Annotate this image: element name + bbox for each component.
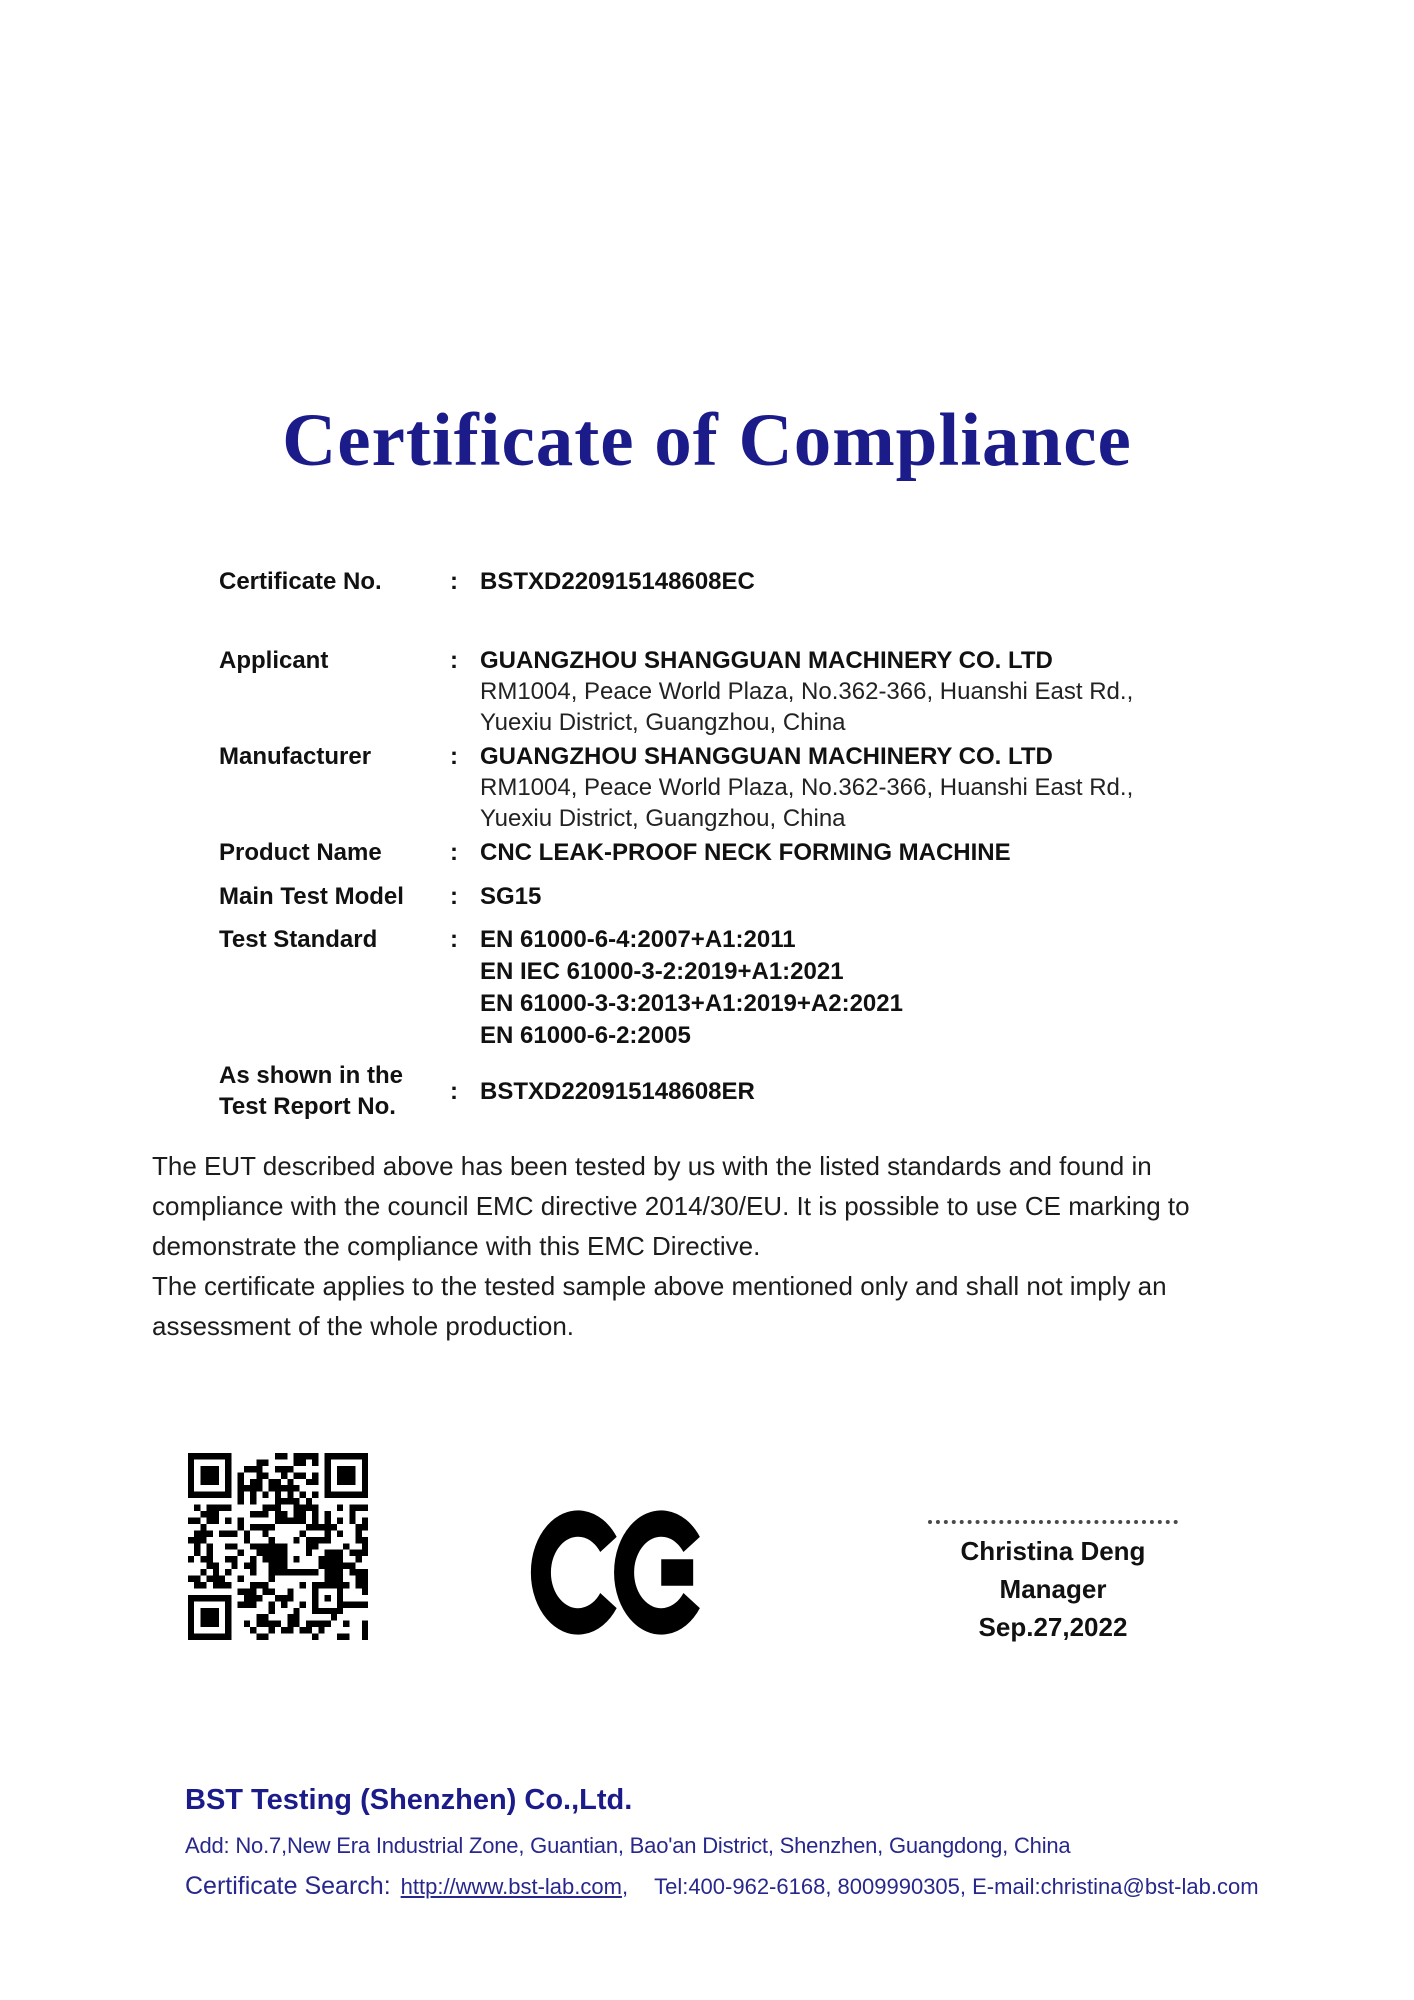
certificate-search-label: Certificate Search: xyxy=(185,1872,391,1900)
applicant-label: Applicant xyxy=(219,647,329,674)
main-test-model-row xyxy=(219,881,1239,912)
colon-separator: : xyxy=(450,743,458,770)
applicant-address-line1: RM1004, Peace World Plaza, No.362-366, Huanshi East Rd., xyxy=(480,678,1134,705)
signature-date: Sep.27,2022 xyxy=(978,1612,1128,1642)
test-report-label-line2: Test Report No. xyxy=(219,1093,396,1120)
qr-code xyxy=(188,1453,368,1640)
manufacturer-address-line1: RM1004, Peace World Plaza, No.362-366, Huanshi East Rd., xyxy=(480,774,1134,801)
test-report-value: BSTXD220915148608ER xyxy=(480,1077,755,1105)
qr-code-svg xyxy=(188,1453,368,1640)
colon-separator: : xyxy=(450,926,458,953)
certificate-no-label: Certificate No. xyxy=(219,568,382,595)
test-standard-item: EN IEC 61000-3-2:2019+A1:2021 xyxy=(480,958,844,985)
issuer-address: Add: No.7,New Era Industrial Zone, Guantian, Bao'an District, Shenzhen, Guangdong, China xyxy=(185,1833,1071,1858)
product-name-label: Product Name xyxy=(219,839,382,866)
colon-separator: : xyxy=(450,568,458,595)
test-standard-label: Test Standard xyxy=(219,926,378,953)
manufacturer-name: GUANGZHOU SHANGGUAN MACHINERY CO. LTD xyxy=(480,743,1053,770)
applicant-name: GUANGZHOU SHANGGUAN MACHINERY CO. LTD xyxy=(480,647,1053,674)
signatory-role: Manager xyxy=(999,1574,1107,1604)
certificate-no-row xyxy=(219,566,1239,597)
certificate-no-value: BSTXD220915148608EC xyxy=(480,568,755,595)
issuer-company-name: BST Testing (Shenzhen) Co.,Ltd. xyxy=(185,1784,633,1816)
test-standard-row xyxy=(219,924,1239,1052)
test-standard-item: EN 61000-6-2:2005 xyxy=(480,1022,691,1049)
manufacturer-value xyxy=(480,741,1239,834)
main-test-model-label: Main Test Model xyxy=(219,883,404,910)
manufacturer-label: Manufacturer xyxy=(219,743,372,770)
product-name-row xyxy=(219,837,1239,868)
applicant-row xyxy=(219,645,1239,738)
product-name-value: CNC LEAK-PROOF NECK FORMING MACHINE xyxy=(480,839,1011,866)
test-standard-list xyxy=(480,924,1239,1052)
test-standard-item: EN 61000-3-3:2013+A1:2019+A2:2021 xyxy=(480,990,903,1017)
test-report-row xyxy=(219,1060,1239,1122)
statement-paragraph-1: The EUT described above has been tested by us with the listed standards and found in compliance with the council EMC directive 2014/30/EU. It is possible to use CE marking to demonstrate the compliance with this EMC Directive. xyxy=(152,1151,1190,1261)
colon-separator: : xyxy=(450,647,458,674)
applicant-value xyxy=(480,645,1239,738)
applicant-address-line2: Yuexiu District, Guangzhou, China xyxy=(480,709,846,736)
statement-text xyxy=(152,1146,1260,1346)
certificate-search-url-link[interactable]: http://www.bst-lab.com xyxy=(400,1874,622,1899)
certificate-details xyxy=(219,566,1239,1122)
main-test-model-value: SG15 xyxy=(480,883,542,910)
signature-dotted-line xyxy=(928,1498,1178,1524)
ce-mark-icon xyxy=(529,1506,711,1639)
statement-paragraph-2: The certificate applies to the tested sample above mentioned only and shall not imply an assessment of the whole production. xyxy=(152,1271,1167,1341)
url-comma: , xyxy=(621,1874,629,1899)
footer xyxy=(185,1784,1305,1901)
certificate-title: Certificate of Compliance xyxy=(282,399,1132,482)
signatory-name: Christina Deng xyxy=(960,1536,1146,1566)
certificate-search-line xyxy=(185,1872,1305,1901)
signature-block xyxy=(922,1498,1184,1646)
test-report-label-line1: As shown in the xyxy=(219,1062,404,1089)
colon-separator: : xyxy=(450,883,458,910)
colon-separator: : xyxy=(450,1077,458,1105)
manufacturer-row xyxy=(219,741,1239,834)
colon-separator: : xyxy=(450,839,458,866)
manufacturer-address-line2: Yuexiu District, Guangzhou, China xyxy=(480,805,846,832)
issuer-contact: Tel:400-962-6168, 8009990305, E-mail:christina@bst-lab.com xyxy=(654,1874,1259,1899)
test-report-label xyxy=(219,1060,450,1122)
test-standard-item: EN 61000-6-4:2007+A1:2011 xyxy=(480,926,796,953)
